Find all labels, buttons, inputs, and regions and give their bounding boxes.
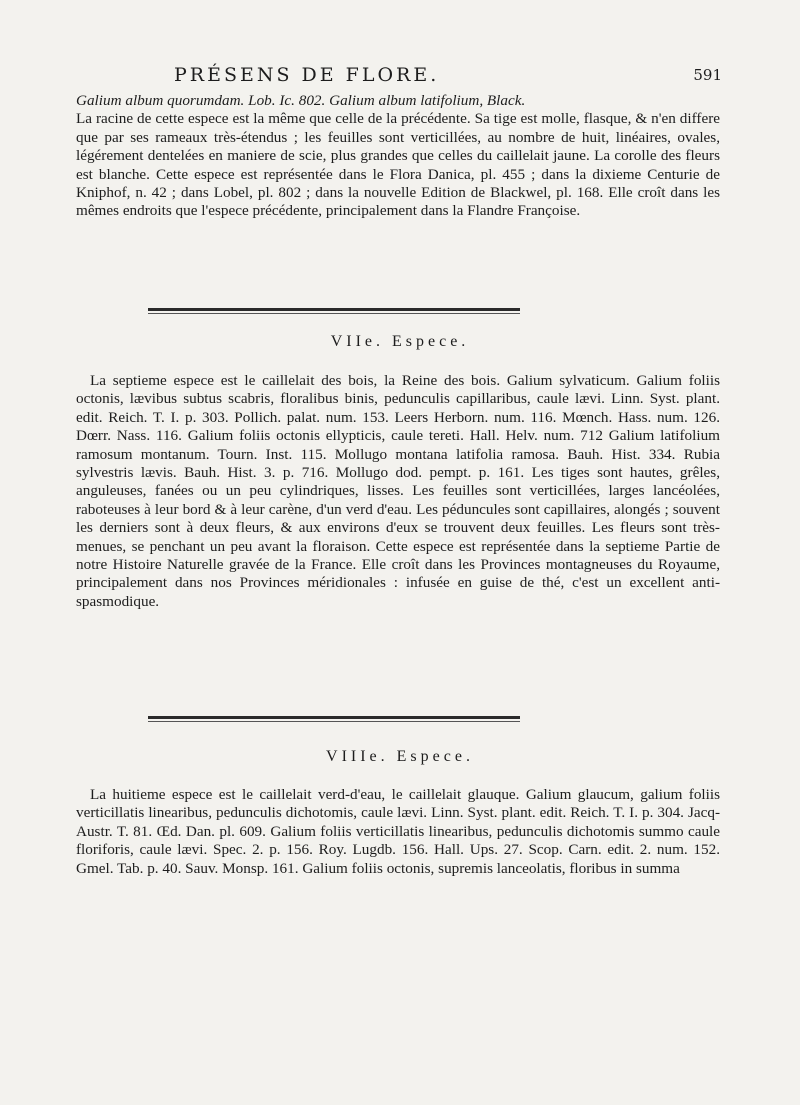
section-divider-thin xyxy=(148,721,520,722)
text-block-species-8 xyxy=(76,786,720,878)
species-8-description: La huitieme espece est le caillelait verd-d'eau, le caillelait glauque. Galium glaucum, galium foliis verticillatis linearibus, pedunculis dichotomis, caule lævi. Linn. Syst. plant. edit. Reich. T. I. p. 304. Jacq- Austr. T. 81. Œd. Dan. pl. 609. Galium foliis verticillatis linearibus, pedunculis dichotomis summo caule floriforis, caule lævi. Spec. 2. p. 156. Roy. Lugdb. 156. Hall. Ups. 27. Scop. Carn. edit. 2. num. 152. Gmel. Tab. p. 40. Sauv. Monsp. 161. Galium foliis octonis, supremis lanceolatis, floribus in summa xyxy=(76,786,720,877)
heading-species-8: VIIIe. Espece. xyxy=(326,748,474,765)
section-divider xyxy=(148,716,520,719)
synonym-line: Galium album quorumdam. Lob. Ic. 802. Galium album latifolium, Black. xyxy=(76,92,526,109)
species-6-description: La racine de cette espece est la même que celle de la précédente. Sa tige est molle, flasque, & n'en differe que par ses rameaux très-étendus ; les feuilles sont verticillées, au nombre de huit, linéaires, ovales, légérement dentelées en maniere de scie, plus grandes que celles du caillelait jaune. La corolle des fleurs est blanche. Cette espece est représentée dans le Flora Danica, pl. 455 ; dans la dixieme Centurie de Kniphof, n. 42 ; dans Lobel, pl. 802 ; dans la nouvelle Edition de Blackwel, pl. 168. Elle croît dans les mêmes endroits que l'espece précédente, principalement dans la Flandre Françoise. xyxy=(76,110,720,220)
running-title: PRÉSENS DE FLORE. xyxy=(174,64,440,86)
page-number: 591 xyxy=(693,66,722,84)
page-header xyxy=(72,64,722,92)
heading-species-7: VIIe. Espece. xyxy=(330,333,470,350)
section-divider xyxy=(148,308,520,311)
text-block-species-7 xyxy=(76,372,720,611)
section-divider-thin xyxy=(148,313,520,314)
text-block-species-6 xyxy=(76,92,720,221)
species-7-description: La septieme espece est le caillelait des bois, la Reine des bois. Galium sylvaticum. Galium foliis octonis, lævibus subtus scabris, floralibus binis, pedunculis capillaribus, caule lævi. Linn. Syst. plant. edit. Reich. T. I. p. 303. Pollich. palat. num. 153. Leers Herborn. num. 116. Mœnch. Hass. num. 126. Dœrr. Nass. 116. Galium foliis octonis ellypticis, caule tereti. Hall. Helv. num. 712 Galium latifolium ramosum montanum. Tourn. Inst. 115. Mollugo montana latifolia ramosa. Bauh. Hist. 334. Rubia sylvestris lævis. Bauh. Hist. 3. p. 716. Mollugo dod. pempt. p. 161. Les tiges sont hautes, grêles, anguleuses, fanées ou un peu cylindriques, lisses. Les feuilles sont verticillées, larges lancéolées, raboteuses à leur bord & à leur carène, d'un verd d'eau. Les péduncules sont capillaires, alongés ; souvent les derniers sont à deux fleurs, & aux environs d'eux se trouvent deux feuilles. Les fleurs sont très-menues, se penchant un peu avant la floraison. Cette espece est représentée dans la septieme Partie de notre Histoire Naturelle gravée de la France. Elle croît dans les Provinces montagneuses du Royaume, principalement dans nos Provinces méridionales : infusée en guise de thé, c'est un excellent anti-spasmodique. xyxy=(76,372,720,610)
